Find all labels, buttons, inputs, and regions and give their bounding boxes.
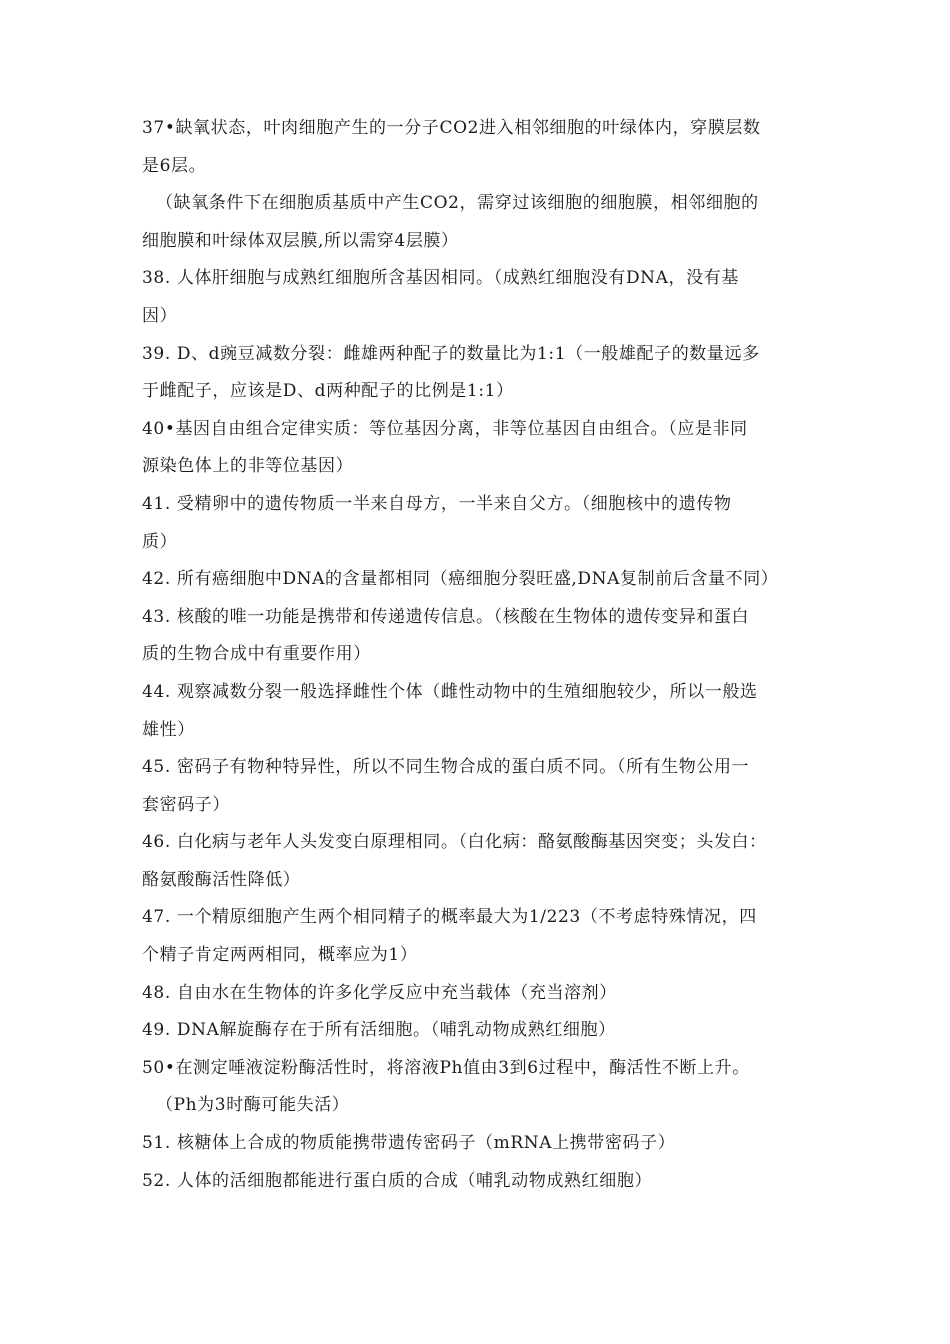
text-line: 43. 核酸的唯一功能是携带和传递遗传信息。（核酸在生物体的遗传变异和蛋白 — [142, 606, 750, 627]
text-line: （缺氧条件下在细胞质基质中产生CO2，需穿过该细胞的细胞膜，相邻细胞的 — [156, 193, 759, 214]
text-line: 质） — [142, 531, 178, 552]
text-line: 套密码子） — [142, 794, 230, 815]
text-line: 源染色体上的非等位基因） — [142, 456, 354, 477]
text-line: 40•基因自由组合定律实质：等位基因分离，非等位基因自由组合。（应是非同 — [142, 418, 748, 439]
text-line: 48. 自由水在生物体的许多化学反应中充当载体（充当溶剂） — [142, 982, 617, 1003]
text-line: 51. 核糖体上合成的物质能携带遗传密码子（mRNA上携带密码子） — [142, 1133, 676, 1154]
text-line: 38. 人体肝细胞与成熟红细胞所含基因相同。（成熟红细胞没有DNA，没有基 — [142, 268, 739, 289]
text-line: 细胞膜和叶绿体双层膜,所以需穿4层膜） — [142, 230, 459, 251]
text-line: 42. 所有癌细胞中DNA的含量都相同（癌细胞分裂旺盛,DNA复制前后含量不同） — [142, 569, 779, 590]
text-line: 质的生物合成中有重要作用） — [142, 644, 371, 665]
text-line: 个精子肯定两两相同，概率应为1） — [142, 945, 418, 966]
text-line: 酪氨酸酶活性降低） — [142, 869, 301, 890]
text-line: 50•在测定唾液淀粉酶活性时，将溶液Ph值由3到6过程中，酶活性不断上升。 — [142, 1057, 750, 1078]
text-line: 37•缺氧状态，叶肉细胞产生的一分子CO2进入相邻细胞的叶绿体内，穿膜层数 — [142, 118, 761, 138]
text-line: （Ph为3时酶可能失活） — [156, 1095, 350, 1116]
text-line: 39. D、d豌豆减数分裂：雌雄两种配子的数量比为1:1（一般雄配子的数量远多 — [142, 343, 760, 364]
text-line: 41. 受精卵中的遗传物质一半来自母方，一半来自父方。（细胞核中的遗传物 — [142, 493, 732, 514]
text-line: 于雌配子，应该是D、d两种配子的比例是1:1） — [142, 381, 514, 402]
text-line: 因） — [142, 305, 178, 326]
text-line: 雄性） — [142, 719, 195, 740]
document-body — [142, 110, 822, 1200]
text-line: 46. 白化病与老年人头发变白原理相同。（白化病：酪氨酸酶基因突变；头发白： — [142, 832, 767, 853]
text-line: 45. 密码子有物种特异性，所以不同生物合成的蛋白质不同。（所有生物公用一 — [142, 757, 750, 778]
text-line: 47. 一个精原细胞产生两个相同精子的概率最大为1/223（不考虑特殊情况，四 — [142, 907, 757, 928]
text-line: 49. DNA解旋酶存在于所有活细胞。（哺乳动物成熟红细胞） — [142, 1020, 616, 1041]
text-line: 是6层。 — [142, 155, 207, 176]
text-line: 44. 观察减数分裂一般选择雌性个体（雌性动物中的生殖细胞较少，所以一般选 — [142, 681, 758, 702]
text-line: 52. 人体的活细胞都能进行蛋白质的合成（哺乳动物成熟红细胞） — [142, 1170, 653, 1191]
